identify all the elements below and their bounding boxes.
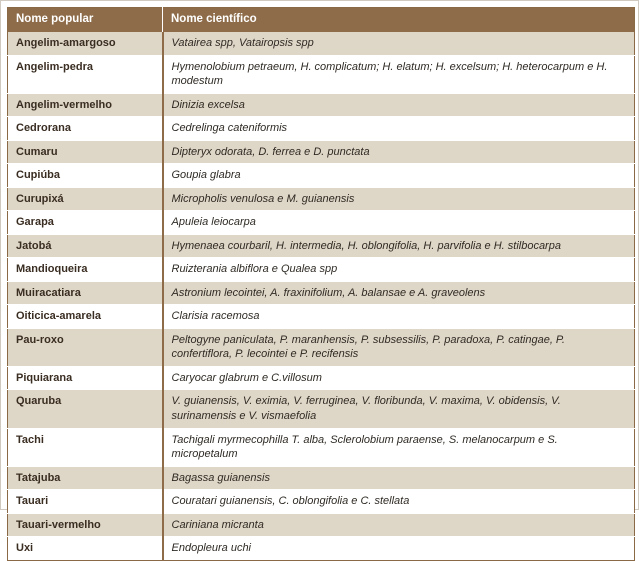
cell-nome-popular: Pau-roxo	[8, 328, 163, 366]
cell-nome-cientifico: Micropholis venulosa e M. guianensis	[163, 187, 635, 211]
cell-nome-popular: Angelim-amargoso	[8, 32, 163, 55]
cell-nome-cientifico: Endopleura uchi	[163, 537, 635, 561]
column-header-cientifico: Nome científico	[163, 8, 635, 33]
cell-nome-cientifico: Astronium lecointei, A. fraxinifolium, A. balansae e A. graveolens	[163, 281, 635, 305]
table-row	[8, 428, 635, 466]
table-row	[8, 366, 635, 390]
cell-nome-cientifico: Cariniana micranta	[163, 513, 635, 537]
cell-nome-popular: Piquiarana	[8, 366, 163, 390]
cell-nome-cientifico: Cedrelinga cateniformis	[163, 117, 635, 141]
cell-nome-popular: Tachi	[8, 428, 163, 466]
cell-nome-cientifico: Clarisia racemosa	[163, 305, 635, 329]
cell-nome-cientifico: Hymenaea courbaril, H. intermedia, H. oblongifolia, H. parvifolia e H. stilbocarpa	[163, 234, 635, 258]
cell-nome-cientifico: Ruizterania albiflora e Qualea spp	[163, 258, 635, 282]
column-header-popular: Nome popular	[8, 8, 163, 33]
table-header-row	[8, 8, 635, 33]
cell-nome-popular: Quaruba	[8, 390, 163, 428]
species-table	[7, 7, 635, 561]
cell-nome-popular: Cumaru	[8, 140, 163, 164]
table-row	[8, 117, 635, 141]
cell-nome-cientifico: Couratari guianensis, C. oblongifolia e C. stellata	[163, 490, 635, 514]
cell-nome-popular: Tauari-vermelho	[8, 513, 163, 537]
table-header	[8, 8, 635, 33]
cell-nome-popular: Uxi	[8, 537, 163, 561]
cell-nome-popular: Angelim-vermelho	[8, 93, 163, 117]
table-row	[8, 513, 635, 537]
cell-nome-popular: Tauari	[8, 490, 163, 514]
cell-nome-cientifico: Tachigali myrmecophilla T. alba, Sclerolobium paraense, S. melanocarpum e S. micropetalum	[163, 428, 635, 466]
cell-nome-popular: Cedrorana	[8, 117, 163, 141]
cell-nome-popular: Garapa	[8, 211, 163, 235]
table-row	[8, 164, 635, 188]
cell-nome-popular: Curupixá	[8, 187, 163, 211]
cell-nome-cientifico: Goupia glabra	[163, 164, 635, 188]
table-row	[8, 93, 635, 117]
table-row	[8, 305, 635, 329]
cell-nome-cientifico: Dinizia excelsa	[163, 93, 635, 117]
table-row	[8, 328, 635, 366]
table-row	[8, 187, 635, 211]
table-row	[8, 281, 635, 305]
cell-nome-popular: Oiticica-amarela	[8, 305, 163, 329]
table-row	[8, 211, 635, 235]
cell-nome-cientifico: Apuleia leiocarpa	[163, 211, 635, 235]
table-row	[8, 140, 635, 164]
cell-nome-cientifico: Dipteryx odorata, D. ferrea e D. punctata	[163, 140, 635, 164]
table-row	[8, 537, 635, 561]
cell-nome-cientifico: Caryocar glabrum e C.villosum	[163, 366, 635, 390]
cell-nome-cientifico: V. guianensis, V. eximia, V. ferruginea, V. floribunda, V. maxima, V. obidensis, V. surinamensis e V. vismaefolia	[163, 390, 635, 428]
cell-nome-popular: Jatobá	[8, 234, 163, 258]
cell-nome-cientifico: Hymenolobium petraeum, H. complicatum; H. elatum; H. excelsum; H. heterocarpum e H. modestum	[163, 55, 635, 93]
table-row	[8, 55, 635, 93]
table-row	[8, 234, 635, 258]
table-row	[8, 466, 635, 490]
cell-nome-cientifico: Vatairea spp, Vatairopsis spp	[163, 32, 635, 55]
cell-nome-cientifico: Peltogyne paniculata, P. maranhensis, P. subsessilis, P. paradoxa, P. catingae, P. confertiflora, P. lecointei e P. recifensis	[163, 328, 635, 366]
table-row	[8, 390, 635, 428]
table-body	[8, 32, 635, 560]
cell-nome-popular: Cupiúba	[8, 164, 163, 188]
cell-nome-popular: Tatajuba	[8, 466, 163, 490]
table-row	[8, 258, 635, 282]
cell-nome-cientifico: Bagassa guianensis	[163, 466, 635, 490]
cell-nome-popular: Muiracatiara	[8, 281, 163, 305]
cell-nome-popular: Mandioqueira	[8, 258, 163, 282]
cell-nome-popular: Angelim-pedra	[8, 55, 163, 93]
table-row	[8, 32, 635, 55]
